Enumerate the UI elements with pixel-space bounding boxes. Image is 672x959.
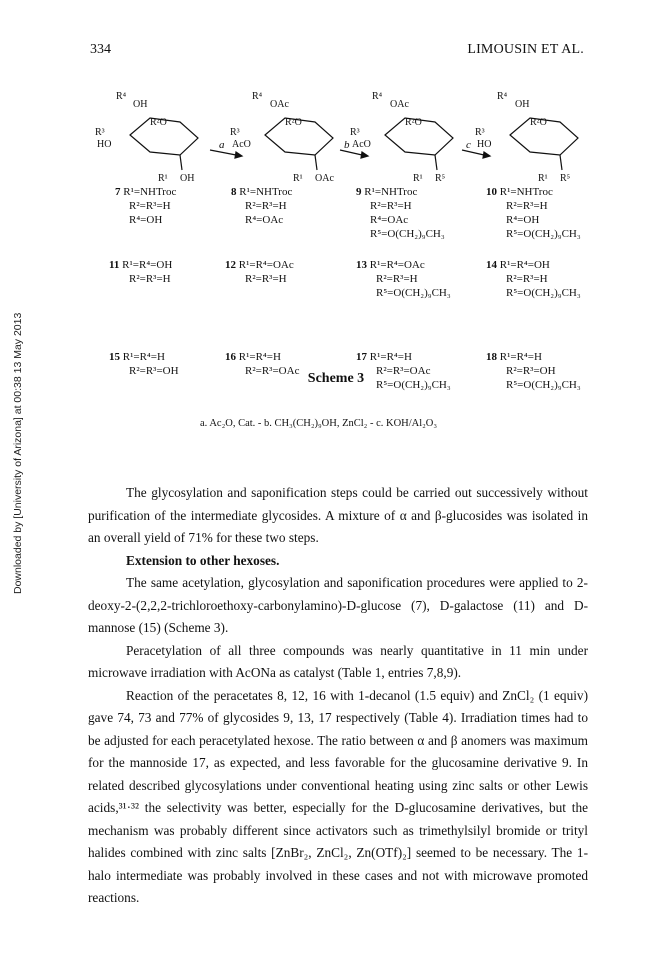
compound-line: R¹=NHTroc <box>499 186 553 198</box>
section-heading: Extension to other hexoses. <box>126 552 280 568</box>
compound-line: R²=R³=OAc <box>245 365 300 377</box>
compound-number: 16 <box>225 351 236 363</box>
compound-line: R¹=NHTroc <box>123 186 177 198</box>
s1-r4: R⁴ <box>116 91 127 102</box>
s4-r1: R¹ <box>538 173 548 184</box>
compound-line: R⁵=O(CH₂)₉CH₃ <box>370 228 445 240</box>
s1-r2o: R²O <box>150 117 167 128</box>
compound-number: 18 <box>486 351 497 363</box>
compound-line: R⁵=O(CH₂)₉CH₃ <box>506 379 581 391</box>
compound-13 <box>356 258 451 300</box>
compound-8 <box>231 185 292 227</box>
s2-oac-anomeric: OAc <box>315 173 334 184</box>
compound-line: R⁵=O(CH₂)₉CH₃ <box>506 287 581 299</box>
compound-line: R⁴=OAc <box>245 214 284 226</box>
compound-line: R²=R³=H <box>129 273 171 285</box>
paragraph: Reaction of the peracetates 8, 12, 16 with 1-decanol (1.5 equiv) and ZnCl₂ (1 equiv) gave 74, 73 and 77% of glycosides 9, 13, 17 respectively (Table 4). Irradiation times had to be adjusted for each peracetylated hexose. The ratio between α and β anomers was maximum for the mannoside 17, as expected, and less favorable for the glucosamine derivative 9. In related described glycosylations under conventional heating using zinc salts or other Lewis acids,³¹·³² the selectivity was better, especially for the D-glucosamine derivatives, but the mechanism was probably different since activators such as trimethylsilyl bromide or trityl halides combined with zinc salts [ZnBr₂, ZnCl₂, Zn(OTf)₂] seemed to be necessary. The 1-halo intermediate was probably involved in these cases and not with microwave promoted reactions. <box>88 687 588 905</box>
compound-line: R²=R³=H <box>245 200 287 212</box>
s3-r4: R⁴ <box>372 91 383 102</box>
compound-line: R⁵=O(CH₂)₉CH₃ <box>376 287 451 299</box>
compound-line: R²=R³=H <box>129 200 171 212</box>
compound-number: 15 <box>109 351 120 363</box>
s4-oh: OH <box>515 99 530 110</box>
compound-line: R⁴=OH <box>506 214 540 226</box>
compound-number: 10 <box>486 186 497 198</box>
s4-r2o: R²O <box>530 117 547 128</box>
compound-line: R¹=R⁴=H <box>238 351 281 363</box>
s1-r3: R³ <box>95 127 105 138</box>
s1-r1: R¹ <box>158 173 168 184</box>
s3-aco: AcO <box>352 139 371 150</box>
compound-line: R²=R³=H <box>506 273 548 285</box>
arrow-label-c: c <box>466 139 471 151</box>
reaction-conditions: a. Ac₂O, Cat. - b. CH₃(CH₂)₉OH, ZnCl₂ - c. KOH/Al₂O₃ <box>200 418 438 429</box>
compound-line: R¹=NHTroc <box>364 186 418 198</box>
compound-number: 14 <box>486 259 497 271</box>
compound-line: R⁵=O(CH₂)₉CH₃ <box>376 379 451 391</box>
s3-oac: OAc <box>390 99 409 110</box>
compound-line: R¹=R⁴=H <box>369 351 412 363</box>
s1-oh: OH <box>133 99 148 110</box>
s3-r5: R⁵ <box>435 173 446 184</box>
running-head: LIMOUSIN ET AL. <box>467 42 584 57</box>
page-number: 334 <box>90 42 111 57</box>
paragraph: The glycosylation and saponification steps could be carried out successively without purification of the intermediate glycosides. A mixture of α and β-glucosides was isolated in an overall yield of 71% for these two steps. <box>88 485 588 545</box>
paragraph: The same acetylation, glycosylation and saponification procedures were applied to 2-deoxy-2-(2,2,2-trichloroethoxy-carbonylamino)-D-glucose (7), D-galactose (11) and D-mannose (15) (Scheme 3). <box>88 575 588 635</box>
compound-line: R¹=R⁴=OH <box>122 259 173 271</box>
compound-line: R⁴=OAc <box>370 214 409 226</box>
compound-line: R¹=NHTroc <box>239 186 293 198</box>
s2-r4: R⁴ <box>252 91 263 102</box>
scheme-3 <box>0 80 672 429</box>
compound-7 <box>115 185 176 227</box>
compound-line: R⁵=O(CH₂)₉CH₃ <box>506 228 581 240</box>
s1-oh-anomeric: OH <box>180 173 195 184</box>
scheme-title: Scheme 3 <box>307 371 365 386</box>
compound-14 <box>486 258 581 300</box>
body-text <box>88 482 588 910</box>
compound-number: 13 <box>356 259 367 271</box>
compound-line: R²=R³=OH <box>129 365 179 377</box>
s2-oac: OAc <box>270 99 289 110</box>
compound-9 <box>356 185 445 241</box>
compound-number: 8 <box>231 186 237 198</box>
compound-number: 11 <box>109 259 120 271</box>
compound-line: R²=R³=OH <box>506 365 556 377</box>
compound-line: R²=R³=H <box>245 273 287 285</box>
s4-r5: R⁵ <box>560 173 571 184</box>
compound-number: 9 <box>356 186 362 198</box>
compound-line: R²=R³=H <box>376 273 418 285</box>
compound-line: R¹=R⁴=OAc <box>369 259 425 271</box>
compound-line: R¹=R⁴=H <box>499 351 542 363</box>
compound-10 <box>486 185 581 241</box>
s4-r4: R⁴ <box>497 91 508 102</box>
compound-line: R²=R³=H <box>370 200 412 212</box>
s4-r3: R³ <box>475 127 485 138</box>
s3-r3: R³ <box>350 127 360 138</box>
s3-r2o: R²O <box>405 117 422 128</box>
s2-r2o: R²O <box>285 117 302 128</box>
compound-line: R²=R³=H <box>506 200 548 212</box>
compound-line: R⁴=OH <box>129 214 163 226</box>
compound-number: 12 <box>225 259 236 271</box>
s4-ho: HO <box>477 139 492 150</box>
compound-12 <box>225 258 294 286</box>
compound-line: R²=R³=OAc <box>376 365 431 377</box>
compound-number: 17 <box>356 351 367 363</box>
s2-r3: R³ <box>230 127 240 138</box>
arrow-label-b: b <box>344 139 350 151</box>
s2-r1: R¹ <box>293 173 303 184</box>
download-note: Downloaded by [University of Arizona] at 00:38 13 May 2013 <box>12 312 24 594</box>
s3-r1: R¹ <box>413 173 423 184</box>
compound-line: R¹=R⁴=OH <box>499 259 550 271</box>
compound-11 <box>109 258 172 286</box>
paragraph: Peracetylation of all three compounds was nearly quantitative in 11 min under microwave irradiation with AcONa as catalyst (Table 1, entries 7,8,9). <box>88 642 588 680</box>
compound-number: 7 <box>115 186 121 198</box>
s2-aco: AcO <box>232 139 251 150</box>
compound-line: R¹=R⁴=H <box>122 351 165 363</box>
compound-line: R¹=R⁴=OAc <box>238 259 294 271</box>
arrow-label-a: a <box>219 139 225 151</box>
s1-ho: HO <box>97 139 112 150</box>
